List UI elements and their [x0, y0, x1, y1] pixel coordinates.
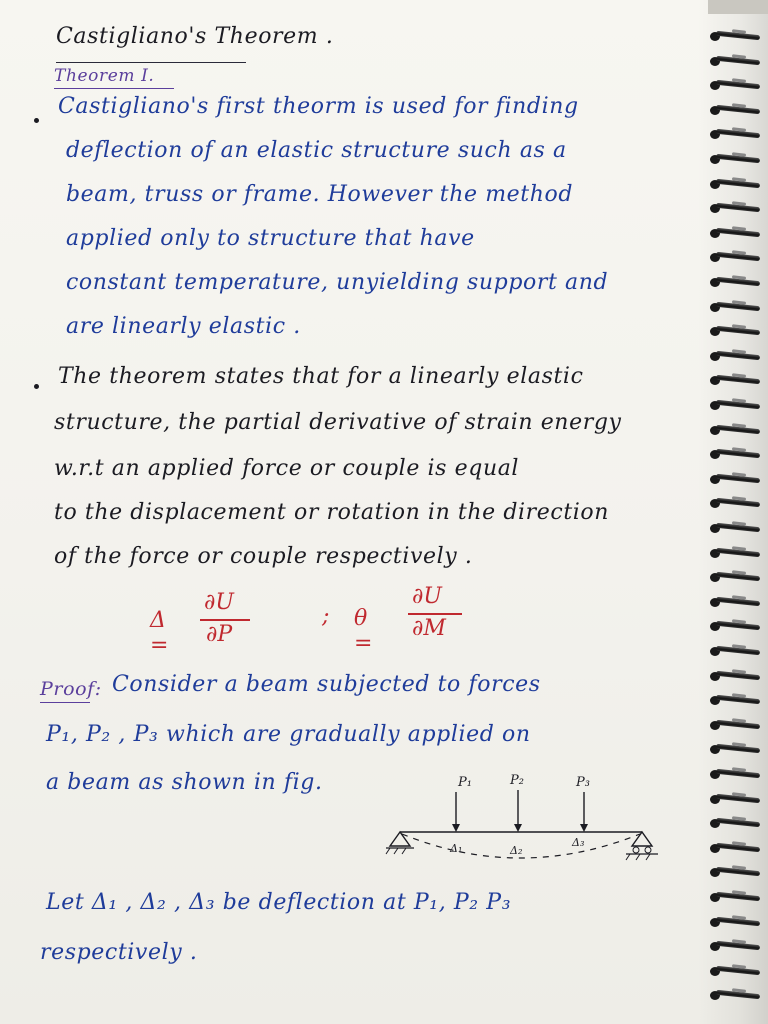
roller-wheel — [645, 847, 651, 853]
spiral-ring — [710, 571, 762, 583]
spiral-ring — [710, 55, 762, 67]
spiral-ring — [710, 645, 762, 657]
theorem-subheading: Theorem I. — [54, 66, 155, 86]
paragraph1-line: beam, truss or frame. However the method — [66, 182, 574, 207]
proof-underline — [40, 702, 90, 703]
spiral-ring — [710, 719, 762, 731]
fraction-bar — [200, 619, 250, 621]
spiral-ring — [710, 547, 762, 559]
paragraph2-line: of the force or couple respectively . — [54, 544, 473, 569]
delta-numerator: ∂U — [204, 590, 234, 615]
spiral-ring — [710, 30, 762, 42]
support-hatch — [646, 854, 650, 860]
spiral-ring — [710, 965, 762, 977]
bullet-1 — [34, 118, 39, 123]
support-hatch — [386, 848, 390, 854]
proof-line: P₁, P₂ , P₃ which are gradually applied on — [46, 722, 531, 747]
spiral-ring — [710, 374, 762, 386]
spiral-ring — [710, 940, 762, 952]
pin-support-icon — [390, 832, 410, 846]
spiral-ring — [710, 842, 762, 854]
delta-lhs: Δ = — [150, 608, 169, 658]
arrow-head-icon — [514, 824, 522, 832]
subheading-underline — [54, 88, 174, 89]
theta-lhs: θ = — [354, 606, 373, 656]
spiral-ring — [710, 989, 762, 1001]
proof-line: Consider a beam subjected to forces — [112, 672, 541, 697]
load-label-p2: P₂ — [510, 773, 524, 788]
paragraph1-line: deflection of an elastic structure such as a — [66, 138, 567, 163]
paragraph2-line: to the displacement or rotation in the direction — [54, 500, 610, 525]
paragraph1-line: constant temperature, unyielding support and — [66, 270, 609, 295]
deflection-label-3: Δ₃ — [572, 836, 585, 849]
spiral-ring — [710, 276, 762, 288]
paragraph2-line: structure, the partial derivative of strain energy — [54, 410, 622, 435]
page-title: Castigliano's Theorem . — [56, 24, 334, 49]
spiral-ring — [710, 128, 762, 140]
spiral-ring — [710, 104, 762, 116]
load-label-p3: P₃ — [576, 775, 590, 790]
conclusion-line: respectively . — [40, 940, 198, 965]
spiral-ring — [710, 301, 762, 313]
arrow-head-icon — [452, 824, 460, 832]
theta-denominator: ∂M — [412, 616, 446, 641]
load-label-p1: P₁ — [458, 775, 472, 790]
support-hatch — [636, 854, 640, 860]
spiral-ring — [710, 522, 762, 534]
spiral-ring — [710, 178, 762, 190]
spiral-ring — [710, 793, 762, 805]
deflection-label-2: Δ₂ — [510, 844, 523, 857]
proof-label: Proof: — [40, 678, 102, 700]
bullet-2 — [34, 384, 39, 389]
arrow-head-icon — [580, 824, 588, 832]
proof-line: a beam as shown in fig. — [46, 770, 323, 795]
roller-wheel — [633, 847, 639, 853]
roller-support-icon — [632, 832, 652, 846]
title-underline — [56, 62, 246, 63]
paragraph2-line: w.r.t an applied force or couple is equal — [54, 456, 520, 481]
spiral-ring — [710, 817, 762, 829]
paragraph1-line: are linearly elastic . — [66, 314, 301, 339]
theta-numerator: ∂U — [412, 584, 442, 609]
spiral-ring — [710, 227, 762, 239]
fraction-bar — [408, 613, 462, 615]
support-hatch — [626, 854, 630, 860]
spiral-ring — [710, 325, 762, 337]
spiral-ring — [710, 596, 762, 608]
support-hatch — [402, 848, 406, 854]
spiral-ring — [710, 768, 762, 780]
spiral-ring — [710, 916, 762, 928]
deflection-label-1: Δ₁ — [450, 842, 463, 855]
spiral-ring — [710, 743, 762, 755]
formula-separator: ; — [322, 604, 331, 629]
conclusion-line: Let Δ₁ , Δ₂ , Δ₃ be deflection at P₁, P₂ P₃ — [46, 890, 512, 915]
spiral-ring — [710, 473, 762, 485]
spiral-ring — [710, 448, 762, 460]
page-corner — [708, 0, 768, 14]
spiral-ring — [710, 79, 762, 91]
delta-denominator: ∂P — [206, 622, 233, 647]
paragraph1-line: applied only to structure that have — [66, 226, 475, 251]
spiral-ring — [710, 620, 762, 632]
beam-diagram — [380, 770, 680, 880]
paragraph2-line: The theorem states that for a linearly elastic — [58, 364, 584, 389]
spiral-ring — [710, 350, 762, 362]
spiral-ring — [710, 251, 762, 263]
paragraph1-line: Castigliano's first theorm is used for finding — [58, 94, 579, 119]
spiral-ring — [710, 153, 762, 165]
spiral-ring — [710, 424, 762, 436]
spiral-ring — [710, 866, 762, 878]
spiral-binding — [706, 30, 762, 1020]
spiral-ring — [710, 670, 762, 682]
spiral-ring — [710, 694, 762, 706]
spiral-ring — [710, 399, 762, 411]
spiral-ring — [710, 497, 762, 509]
spiral-ring — [710, 202, 762, 214]
spiral-ring — [710, 891, 762, 903]
support-hatch — [394, 848, 398, 854]
